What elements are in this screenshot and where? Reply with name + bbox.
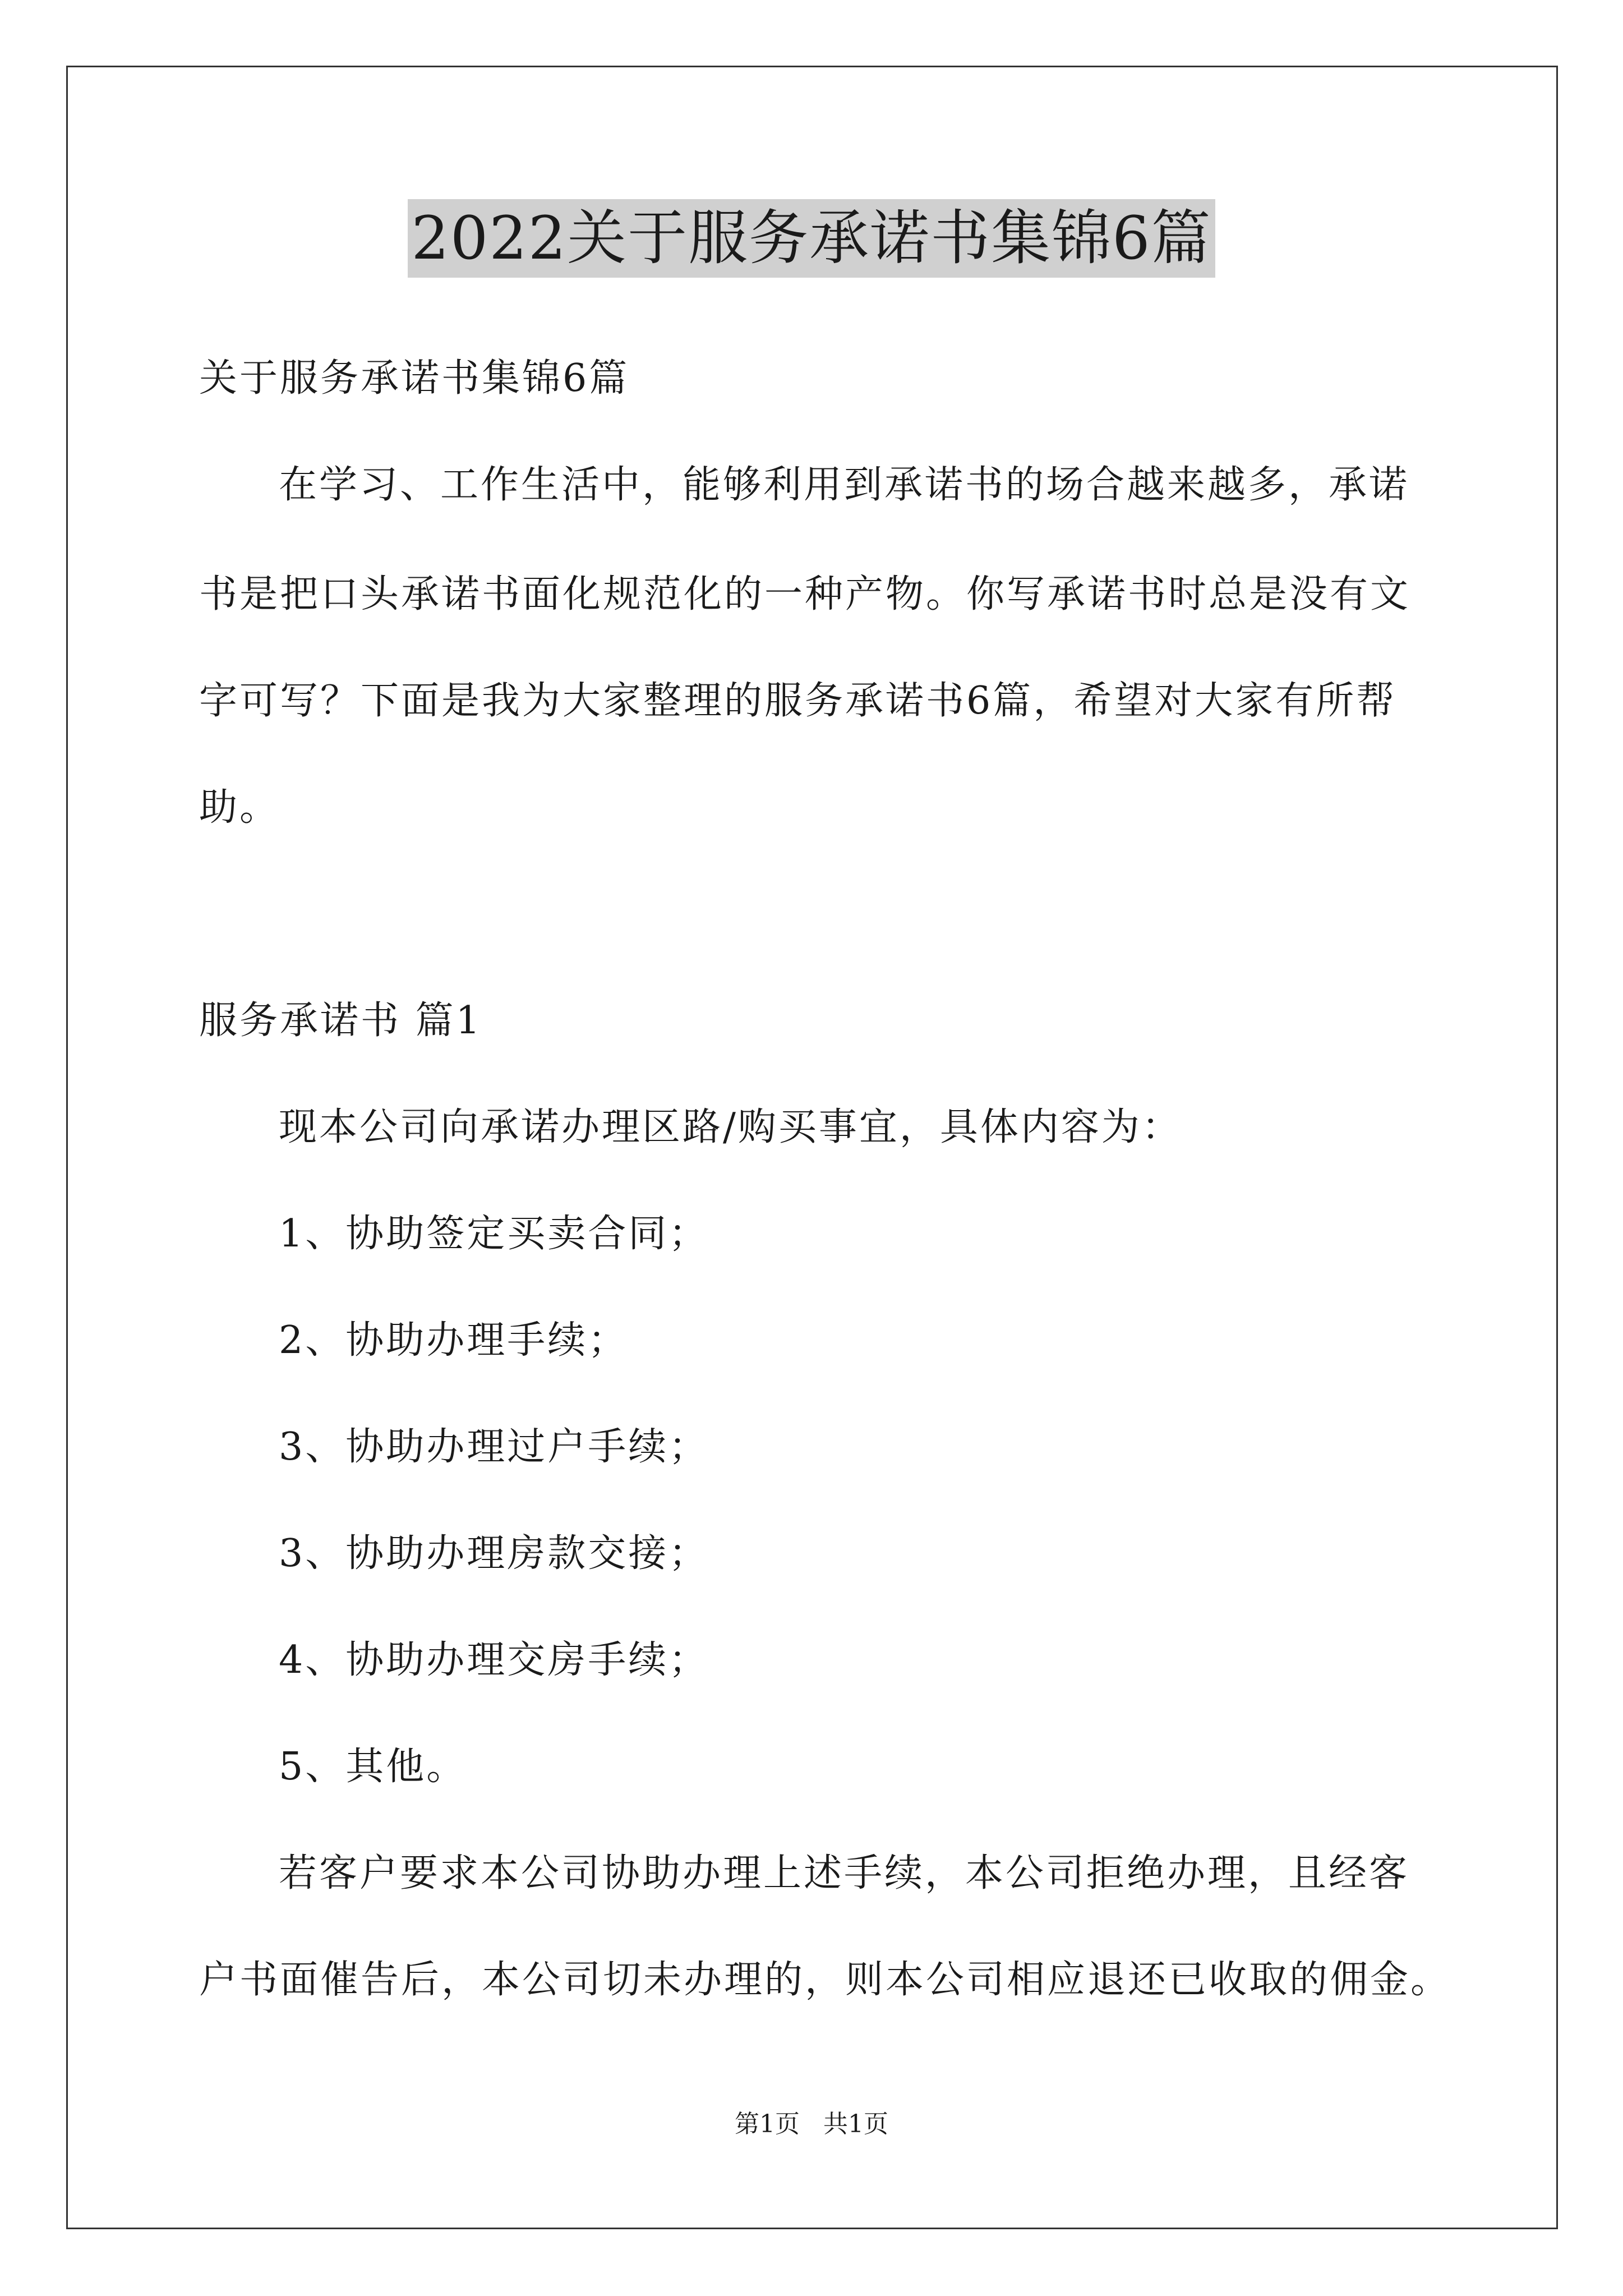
list-item: 1、协助签定买卖合同； <box>279 1212 709 1256</box>
title-container <box>0 199 1623 278</box>
list-item: 5、其他。 <box>279 1745 467 1789</box>
list-item: 3、协助办理过户手续； <box>279 1425 709 1469</box>
list-item: 4、协助办理交房手续； <box>279 1638 709 1682</box>
document-title: 2022关于服务承诺书集锦6篇 <box>408 199 1215 278</box>
intro-line-1: 在学习、工作生活中，能够利用到承诺书的场合越来越多，承诺 <box>279 463 1410 507</box>
closing-line-2: 户书面催告后，本公司切未办理的，则本公司相应退还已收取的佣金。 <box>199 1958 1451 2002</box>
intro-line-4: 助。 <box>199 785 280 830</box>
intro-line-2: 书是把口头承诺书面化规范化的一种产物。你写承诺书时总是没有文 <box>199 572 1411 616</box>
section-lead: 现本公司向承诺办理区路/购买事宜，具体内容为： <box>279 1105 1182 1149</box>
list-item: 3、协助办理房款交接； <box>279 1531 709 1576</box>
section-heading: 服务承诺书 篇1 <box>199 999 482 1043</box>
closing-line-1: 若客户要求本公司协助办理上述手续，本公司拒绝办理，且经客 <box>279 1851 1410 1895</box>
document-subtitle: 关于服务承诺书集锦6篇 <box>199 356 630 401</box>
page-footer: 第1页 共1页 <box>735 2110 888 2138</box>
list-item: 2、协助办理手续； <box>279 1318 629 1363</box>
intro-line-3: 字可写？下面是我为大家整理的服务承诺书6篇，希望对大家有所帮 <box>199 679 1397 723</box>
